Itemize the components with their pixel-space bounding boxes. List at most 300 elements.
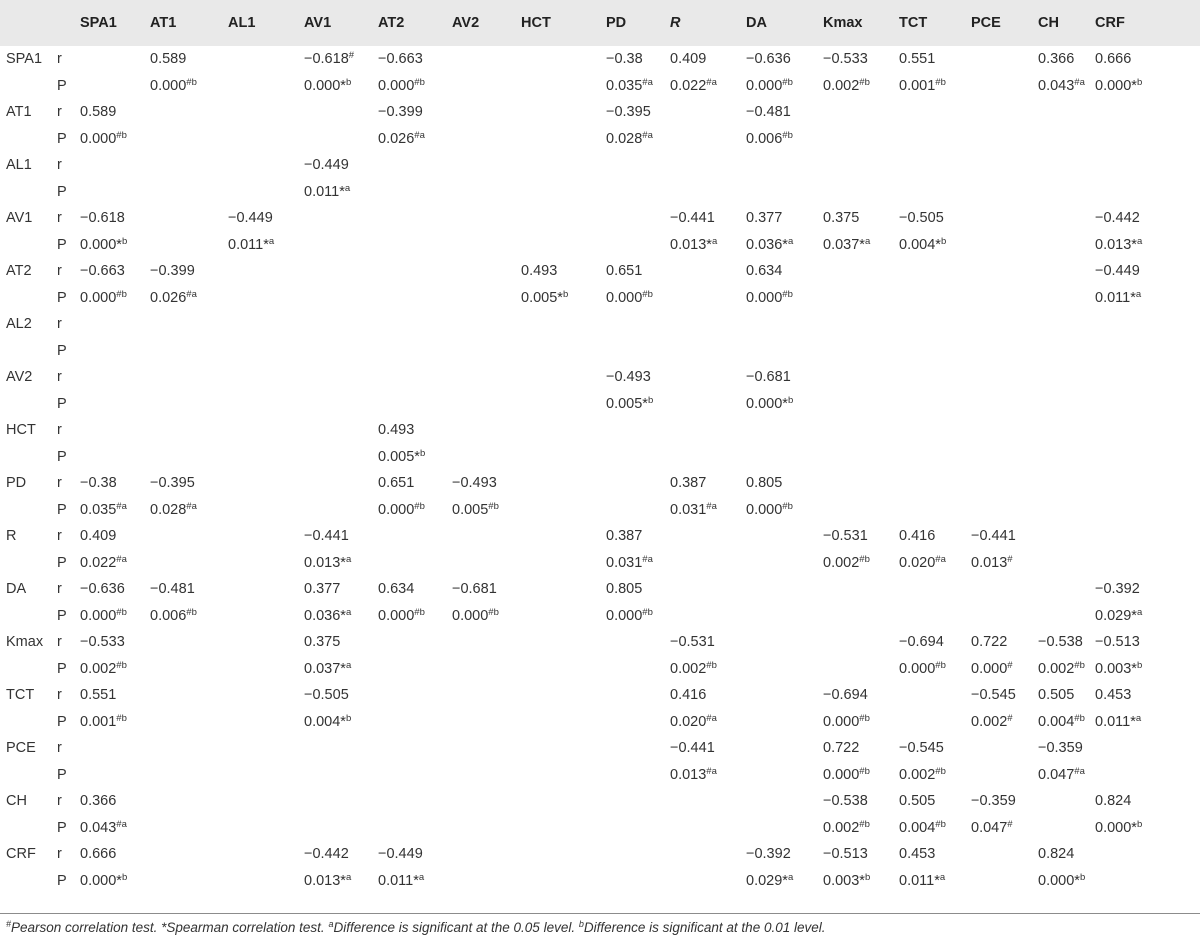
row-stat-label: P (57, 183, 67, 200)
cell-r-spa1: 0.366 (80, 793, 117, 810)
cell-r-crf (1095, 523, 1200, 550)
cell-r-av2 (452, 788, 521, 815)
cell-r-da: −0.481 (746, 104, 791, 121)
cell-p-da (746, 709, 823, 736)
cell-p-pd: 0.031$^{\#a}$ (606, 553, 653, 571)
cell-r-pd (606, 311, 670, 338)
cell-r-spa1: −0.636 (80, 581, 125, 598)
cell-r-da: −0.681 (746, 369, 791, 386)
cell-p-pce: 0.000# (971, 659, 1013, 677)
cell-p-pd (606, 709, 670, 736)
cell-r-ch: 0.366 (1038, 51, 1075, 68)
cell-p-crf (1095, 391, 1200, 418)
cell-p-tct (899, 603, 971, 630)
cell-p-hct (521, 73, 606, 100)
cell-r-r (670, 576, 746, 603)
cell-r-al1 (228, 788, 304, 815)
row-variable-label (0, 391, 55, 418)
cell-p-tct: 0.020$^{\#a}$ (899, 553, 946, 571)
cell-p-da (746, 179, 823, 206)
cell-r-spa1 (80, 735, 150, 762)
cell-r-r (670, 417, 746, 444)
cell-r-crf (1095, 311, 1200, 338)
cell-p-crf (1095, 126, 1200, 153)
row-variable-label: AV2 (6, 369, 33, 386)
row-variable-label: TCT (6, 687, 35, 704)
cell-r-pd (606, 682, 670, 709)
row-variable-label: AT2 (6, 263, 32, 280)
cell-p-al1 (228, 497, 304, 524)
cell-r-ch (1038, 152, 1095, 179)
cell-r-r: 0.416 (670, 687, 707, 704)
cell-r-kmax (823, 311, 899, 338)
row-variable-label (0, 603, 55, 630)
cell-p-av1: 0.004*$^b$ (304, 712, 352, 730)
cell-p-at1 (150, 815, 228, 842)
cell-p-pce: 0.013# (971, 553, 1013, 571)
cell-p-av1: 0.013*$^a$ (304, 871, 352, 889)
cell-r-kmax: 0.375 (823, 210, 860, 227)
row-variable-label (0, 815, 55, 842)
column-header-r: R (670, 15, 681, 31)
cell-p-at2: 0.011*$^a$ (378, 871, 425, 889)
cell-r-pce (971, 735, 1038, 762)
cell-r-spa1 (80, 364, 150, 391)
cell-r-av2: −0.493 (452, 475, 497, 492)
cell-r-hct (521, 576, 606, 603)
table-body (0, 46, 1200, 894)
table-row-at2-p (0, 285, 1200, 312)
cell-r-hct (521, 523, 606, 550)
cell-r-av2 (452, 682, 521, 709)
cell-r-pce (971, 258, 1038, 285)
cell-p-r: 0.020$^{\#a}$ (670, 712, 717, 730)
cell-r-at1: −0.395 (150, 475, 195, 492)
cell-p-ch: 0.002$^{\#b}$ (1038, 659, 1085, 677)
cell-p-kmax: 0.002$^{\#b}$ (823, 553, 870, 571)
cell-r-da (746, 735, 823, 762)
cell-r-av1 (304, 470, 378, 497)
row-stat-label: P (57, 819, 67, 836)
cell-p-da: 0.000*$^b$ (746, 394, 794, 412)
table-row-al2-r (0, 311, 1200, 338)
row-variable-label: R (6, 528, 17, 545)
cell-p-crf (1095, 497, 1200, 524)
cell-p-av2 (452, 179, 521, 206)
cell-r-r: −0.441 (670, 740, 715, 757)
cell-p-crf: 0.013*$^a$ (1095, 235, 1143, 253)
cell-r-kmax: −0.531 (823, 528, 868, 545)
cell-r-tct (899, 576, 971, 603)
cell-r-ch (1038, 99, 1095, 126)
cell-r-at1 (150, 99, 228, 126)
cell-p-ch: 0.043$^{\#a}$ (1038, 76, 1085, 94)
cell-r-spa1: 0.589 (80, 104, 117, 121)
row-stat-label: r (57, 475, 62, 492)
cell-p-pce (971, 762, 1038, 789)
cell-p-kmax (823, 391, 899, 418)
table-row-av2-p (0, 391, 1200, 418)
cell-r-at2 (378, 258, 452, 285)
cell-p-at2 (378, 391, 452, 418)
cell-r-pd (606, 205, 670, 232)
table-row-da-p (0, 603, 1200, 630)
cell-r-ch: −0.359 (1038, 740, 1083, 757)
table-row-at2-r (0, 258, 1200, 285)
cell-r-ch: 0.824 (1038, 846, 1075, 863)
cell-p-ch (1038, 391, 1095, 418)
row-variable-label (0, 868, 55, 895)
cell-r-av2 (452, 99, 521, 126)
cell-r-r (670, 152, 746, 179)
cell-r-pce (971, 470, 1038, 497)
cell-r-av2 (452, 841, 521, 868)
cell-p-ch (1038, 603, 1095, 630)
table-row-al2-p (0, 338, 1200, 365)
cell-p-spa1 (80, 179, 150, 206)
cell-p-ch: 0.047$^{\#a}$ (1038, 765, 1085, 783)
cell-p-hct (521, 603, 606, 630)
cell-r-at2: −0.399 (378, 104, 423, 121)
cell-p-spa1 (80, 73, 150, 100)
cell-p-crf: 0.011*$^a$ (1095, 288, 1142, 306)
table-row-pce-p (0, 762, 1200, 789)
row-variable-label: DA (6, 581, 27, 598)
cell-r-at1 (150, 682, 228, 709)
cell-r-da (746, 788, 823, 815)
column-header-al1: AL1 (228, 15, 256, 31)
row-stat-label: P (57, 342, 67, 359)
cell-r-pce (971, 364, 1038, 391)
cell-p-al1: 0.011*$^a$ (228, 235, 275, 253)
cell-r-da (746, 682, 823, 709)
cell-r-at1 (150, 205, 228, 232)
cell-p-hct (521, 868, 606, 895)
cell-r-crf (1095, 99, 1200, 126)
cell-r-at2 (378, 364, 452, 391)
cell-r-pce: −0.359 (971, 793, 1016, 810)
cell-p-kmax (823, 656, 899, 683)
cell-p-r: 0.022$^{\#a}$ (670, 76, 717, 94)
row-stat-label: r (57, 369, 62, 386)
row-stat-label: r (57, 157, 62, 174)
cell-r-at1 (150, 629, 228, 656)
cell-p-hct (521, 179, 606, 206)
cell-r-pd: 0.651 (606, 263, 643, 280)
cell-p-at2 (378, 762, 452, 789)
cell-p-al1 (228, 656, 304, 683)
cell-p-hct (521, 232, 606, 259)
cell-r-spa1 (80, 417, 150, 444)
cell-p-av2 (452, 338, 521, 365)
row-stat-label: P (57, 660, 67, 677)
cell-p-at2 (378, 815, 452, 842)
cell-r-av1 (304, 735, 378, 762)
cell-r-al1 (228, 735, 304, 762)
cell-r-al1 (228, 523, 304, 550)
cell-p-av2: 0.005$^{\#b}$ (452, 500, 499, 518)
row-stat-label: r (57, 422, 62, 439)
cell-r-tct: 0.551 (899, 51, 936, 68)
cell-p-hct (521, 126, 606, 153)
cell-r-crf (1095, 470, 1200, 497)
cell-r-at1: −0.399 (150, 263, 195, 280)
cell-p-crf: 0.011*$^a$ (1095, 712, 1142, 730)
cell-r-crf: 0.453 (1095, 687, 1132, 704)
cell-r-at2 (378, 682, 452, 709)
cell-p-tct: 0.011*$^a$ (899, 871, 946, 889)
table-row-av1-p (0, 232, 1200, 259)
cell-r-tct: −0.545 (899, 740, 944, 757)
cell-p-crf: 0.000*$^b$ (1095, 76, 1143, 94)
cell-r-spa1: −0.663 (80, 263, 125, 280)
cell-p-spa1: 0.022$^{\#a}$ (80, 553, 127, 571)
cell-p-crf: 0.000*$^b$ (1095, 818, 1143, 836)
cell-r-pd (606, 152, 670, 179)
row-stat-label: P (57, 395, 67, 412)
cell-p-da: 0.036*$^a$ (746, 235, 794, 253)
row-stat-label: P (57, 554, 67, 571)
cell-p-av2 (452, 232, 521, 259)
cell-p-spa1 (80, 444, 150, 471)
cell-p-pd (606, 868, 670, 895)
cell-p-av2: 0.000$^{\#b}$ (452, 606, 499, 624)
cell-r-at2: 0.634 (378, 581, 415, 598)
cell-p-av1 (304, 815, 378, 842)
cell-r-pce (971, 311, 1038, 338)
cell-p-hct (521, 497, 606, 524)
cell-r-av2 (452, 205, 521, 232)
cell-r-pd (606, 735, 670, 762)
cell-p-da: 0.006$^{\#b}$ (746, 129, 793, 147)
table-row-hct-p (0, 444, 1200, 471)
cell-p-spa1: 0.001$^{\#b}$ (80, 712, 127, 730)
cell-p-at2 (378, 709, 452, 736)
cell-p-r: 0.031$^{\#a}$ (670, 500, 717, 518)
cell-r-at1 (150, 152, 228, 179)
cell-p-spa1: 0.043$^{\#a}$ (80, 818, 127, 836)
cell-r-av2: −0.681 (452, 581, 497, 598)
cell-p-pd: 0.005*$^b$ (606, 394, 654, 412)
cell-r-kmax: −0.533 (823, 51, 868, 68)
row-stat-label: P (57, 872, 67, 889)
cell-r-at2 (378, 735, 452, 762)
cell-p-at1 (150, 391, 228, 418)
cell-r-kmax (823, 99, 899, 126)
row-variable-label: SPA1 (6, 51, 43, 68)
cell-r-da: 0.805 (746, 475, 783, 492)
cell-p-av1 (304, 391, 378, 418)
cell-r-av1: 0.375 (304, 634, 341, 651)
cell-p-at1 (150, 232, 228, 259)
cell-r-pd (606, 788, 670, 815)
cell-p-spa1: 0.000$^{\#b}$ (80, 288, 127, 306)
cell-r-at2: 0.651 (378, 475, 415, 492)
cell-r-at1 (150, 417, 228, 444)
cell-r-pd (606, 417, 670, 444)
cell-p-kmax (823, 603, 899, 630)
cell-p-pd (606, 444, 670, 471)
cell-r-crf: −0.449 (1095, 263, 1140, 280)
cell-p-ch (1038, 815, 1095, 842)
cell-r-at2 (378, 311, 452, 338)
cell-p-r (670, 391, 746, 418)
cell-p-ch: 0.004$^{\#b}$ (1038, 712, 1085, 730)
table-row-crf-p (0, 868, 1200, 895)
cell-p-spa1: 0.000$^{\#b}$ (80, 129, 127, 147)
cell-r-al1 (228, 311, 304, 338)
cell-p-kmax (823, 444, 899, 471)
cell-p-al1 (228, 73, 304, 100)
row-stat-label: P (57, 607, 67, 624)
cell-p-tct (899, 338, 971, 365)
cell-p-r (670, 285, 746, 312)
cell-r-crf (1095, 735, 1200, 762)
table-row-spa1-p (0, 73, 1200, 100)
cell-p-hct (521, 709, 606, 736)
cell-p-pd (606, 815, 670, 842)
cell-r-spa1: −0.618 (80, 210, 125, 227)
cell-r-hct (521, 735, 606, 762)
cell-r-kmax (823, 152, 899, 179)
cell-r-r (670, 788, 746, 815)
cell-r-pce: 0.722 (971, 634, 1008, 651)
cell-p-hct: 0.005*$^b$ (521, 288, 569, 306)
cell-r-crf (1095, 841, 1200, 868)
cell-r-crf: 0.824 (1095, 793, 1132, 810)
cell-r-av2 (452, 629, 521, 656)
column-header-hct: HCT (521, 15, 551, 31)
cell-p-spa1 (80, 338, 150, 365)
table-row-al1-p (0, 179, 1200, 206)
cell-p-pd (606, 656, 670, 683)
cell-r-pce (971, 99, 1038, 126)
cell-p-pd (606, 179, 670, 206)
row-variable-label (0, 444, 55, 471)
cell-p-at2 (378, 232, 452, 259)
cell-p-at1: 0.026$^{\#a}$ (150, 288, 197, 306)
cell-r-spa1 (80, 311, 150, 338)
cell-p-at1 (150, 126, 228, 153)
cell-r-pd: 0.805 (606, 581, 643, 598)
cell-r-av1 (304, 311, 378, 338)
cell-r-at2: 0.493 (378, 422, 415, 439)
cell-p-av1 (304, 444, 378, 471)
table-bottom-rule (0, 913, 1200, 914)
cell-p-r (670, 444, 746, 471)
table-row-da-r (0, 576, 1200, 603)
cell-r-ch (1038, 364, 1095, 391)
column-header-da: DA (746, 15, 767, 31)
cell-p-ch (1038, 232, 1095, 259)
cell-r-pce (971, 417, 1038, 444)
header-corner-stat (55, 0, 80, 46)
cell-p-av1: 0.013*$^a$ (304, 553, 352, 571)
table-row-ch-r (0, 788, 1200, 815)
cell-r-av2 (452, 258, 521, 285)
cell-p-at2 (378, 656, 452, 683)
cell-r-tct: 0.453 (899, 846, 936, 863)
cell-p-da: 0.029*$^a$ (746, 871, 794, 889)
cell-r-av2 (452, 311, 521, 338)
cell-p-kmax (823, 126, 899, 153)
cell-p-at2: 0.026$^{\#a}$ (378, 129, 425, 147)
cell-p-spa1: 0.000*$^b$ (80, 871, 128, 889)
cell-r-av1: −0.449 (304, 157, 349, 174)
cell-p-kmax: 0.000$^{\#b}$ (823, 712, 870, 730)
column-header-tct: TCT (899, 15, 928, 31)
cell-r-da (746, 629, 823, 656)
cell-p-spa1: 0.035$^{\#a}$ (80, 500, 127, 518)
cell-p-hct (521, 391, 606, 418)
cell-p-av2 (452, 868, 521, 895)
footnote-marker: b (578, 919, 584, 929)
cell-p-da (746, 444, 823, 471)
cell-r-da: −0.636 (746, 51, 791, 68)
cell-p-av2 (452, 762, 521, 789)
cell-r-da (746, 523, 823, 550)
cell-r-tct (899, 682, 971, 709)
cell-r-tct: 0.416 (899, 528, 936, 545)
cell-p-crf (1095, 550, 1200, 577)
cell-p-kmax: 0.000$^{\#b}$ (823, 765, 870, 783)
footnote-marker: a (328, 919, 334, 929)
cell-p-tct (899, 709, 971, 736)
cell-p-pce: 0.047# (971, 818, 1013, 836)
cell-r-spa1: −0.533 (80, 634, 125, 651)
row-variable-label: CH (6, 793, 27, 810)
footnote-text: Difference is significant at the 0.01 level. (583, 920, 826, 935)
row-stat-label: r (57, 528, 62, 545)
table-header (0, 0, 1200, 46)
cell-p-hct (521, 762, 606, 789)
cell-r-al1 (228, 682, 304, 709)
cell-p-av1: 0.000*$^b$ (304, 76, 352, 94)
table-row-spa1-r (0, 46, 1200, 73)
header-corner (0, 0, 55, 46)
table-row-at1-p (0, 126, 1200, 153)
row-stat-label: r (57, 316, 62, 333)
cell-p-tct (899, 285, 971, 312)
cell-p-at1 (150, 550, 228, 577)
cell-p-kmax (823, 285, 899, 312)
cell-r-ch (1038, 258, 1095, 285)
row-stat-label: P (57, 77, 67, 94)
column-header-av1: AV1 (304, 15, 332, 31)
cell-r-r (670, 364, 746, 391)
cell-r-tct: 0.505 (899, 793, 936, 810)
cell-p-da (746, 815, 823, 842)
cell-p-pce (971, 497, 1038, 524)
cell-p-av2 (452, 391, 521, 418)
cell-r-hct (521, 46, 606, 73)
cell-p-ch (1038, 126, 1095, 153)
cell-p-al1 (228, 179, 304, 206)
cell-p-r: 0.013$^{\#a}$ (670, 765, 717, 783)
cell-r-r (670, 523, 746, 550)
table-row-al1-r (0, 152, 1200, 179)
cell-r-pce: −0.545 (971, 687, 1016, 704)
cell-r-at2: −0.663 (378, 51, 423, 68)
cell-r-at2 (378, 788, 452, 815)
row-variable-label (0, 285, 55, 312)
cell-r-av2 (452, 735, 521, 762)
cell-r-pd: 0.387 (606, 528, 643, 545)
cell-r-av2 (452, 417, 521, 444)
row-stat-label: P (57, 130, 67, 147)
cell-r-at1 (150, 841, 228, 868)
cell-p-crf (1095, 338, 1200, 365)
